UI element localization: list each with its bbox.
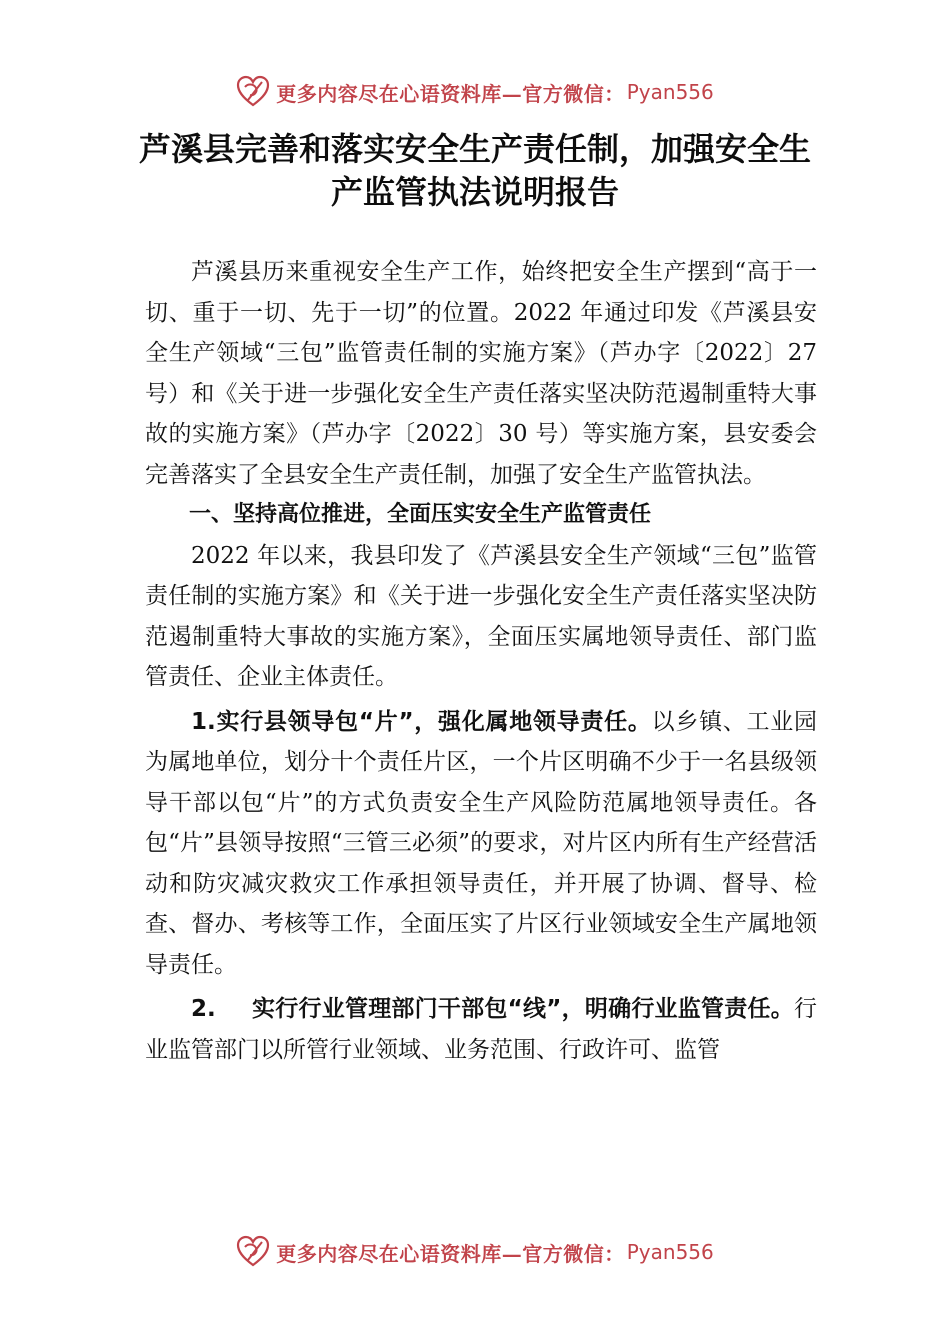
watermark-footer: [0, 1232, 950, 1272]
watermark-wechat-id: Pyan556: [626, 1240, 714, 1264]
watermark-header: [0, 72, 950, 112]
item-1-body: 以乡镇、工业园为属地单位，划分十个责任片区，一个片区明确不少于一名县级领导干部以包“片”的方式负责安全生产风险防范属地领导责任。各包“片”县领导按照“三管三必须”的要求，对片区内所有生产经营活动和防灾减灾救灾工作承担领导责任，并开展了协调、督导、检查、督办、考核等工作，全面压实了片区行业领域安全生产属地领导责任。: [145, 708, 817, 978]
watermark-text: 更多内容尽在心语资料库—官方微信：: [276, 1241, 625, 1266]
item-2-lead: 实行行业管理部门干部包“线”，明确行业监管责任。: [251, 996, 794, 1022]
watermark-text: 更多内容尽在心语资料库—官方微信：: [276, 81, 625, 106]
item-2-paragraph: [145, 989, 817, 1070]
item-2-number: 2.: [191, 996, 216, 1022]
document-body: [145, 252, 817, 1070]
section-1-paragraph: 2022 年以来，我县印发了《芦溪县安全生产领域“三包”监管责任制的实施方案》和《关于进一步强化安全生产责任落实坚决防范遏制重特大事故的实施方案》，全面压实属地领导责任、部门监管责任、企业主体责任。: [145, 542, 817, 690]
heart-logo-icon: [236, 75, 270, 109]
section-1-heading: 一、坚持高位推进，全面压实安全生产监管责任: [189, 502, 652, 527]
item-1-paragraph: [145, 702, 817, 986]
document-title: 芦溪县完善和落实安全生产责任制，加强安全生产监管执法说明报告: [138, 130, 811, 211]
heart-logo-icon: [236, 1235, 270, 1269]
item-1-lead: 1.实行县领导包“片”，强化属地领导责任。: [191, 708, 652, 735]
watermark-wechat-id: Pyan556: [626, 80, 714, 104]
item-2-body: 行业监管部门以所管行业领域、业务范围、行政许可、监管: [145, 996, 817, 1063]
intro-paragraph: 芦溪县历来重视安全生产工作，始终把安全生产摆到“高于一切、重于一切、先于一切”的位置。2022 年通过印发《芦溪县安全生产领域“三包”监管责任制的实施方案》（芦办字〔2022〕27 号）和《关于进一步强化安全生产责任落实坚决防范遏制重特大事故的实施方案》（芦办字〔2022〕30 号）等实施方案，县安委会完善落实了全县安全生产责任制，加强了安全生产监管执法。: [145, 259, 817, 488]
